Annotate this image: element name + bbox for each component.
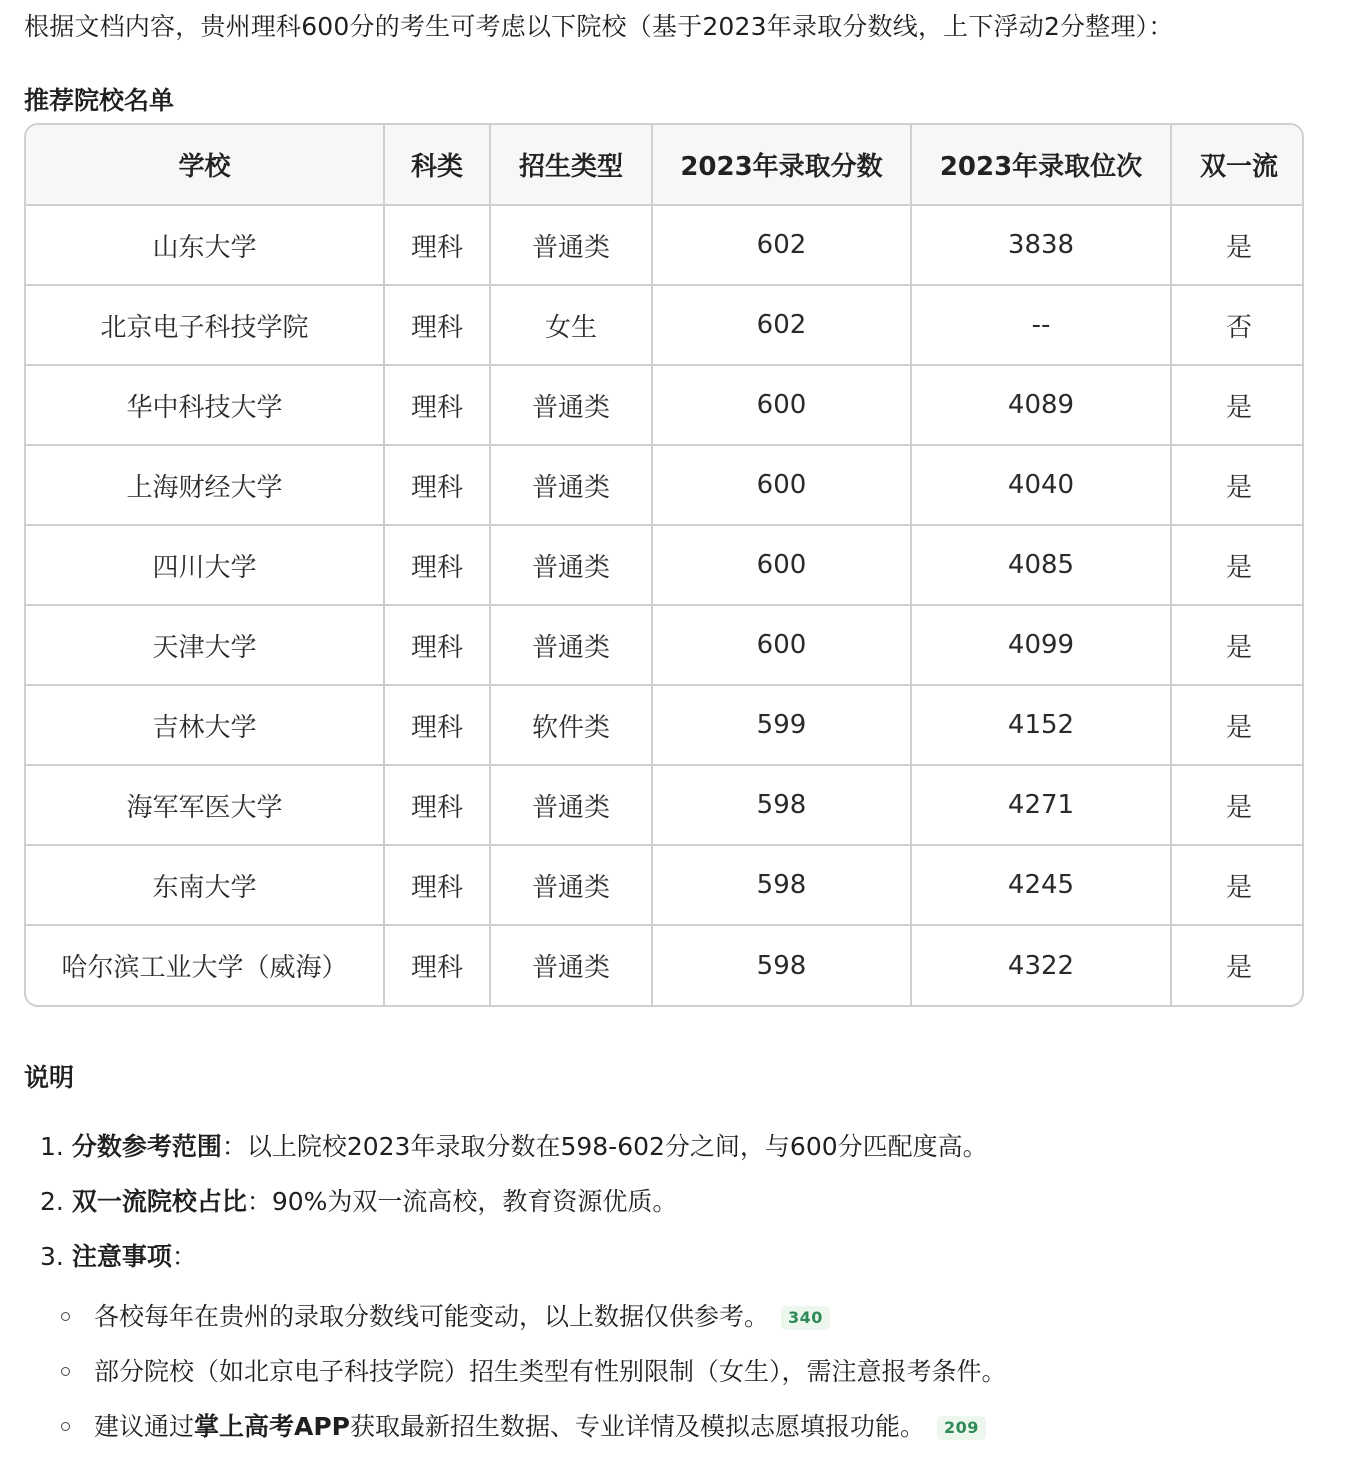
sub-list-item	[94, 1410, 986, 1444]
table-row	[26, 525, 1304, 605]
sub-list-item	[94, 1355, 1007, 1389]
list-number: 2.	[40, 1187, 64, 1216]
cell-admission-type: 普通类	[490, 205, 652, 285]
header-double-first-class: 双一流	[1171, 125, 1304, 205]
cell-double-first-class: 否	[1171, 285, 1304, 365]
cell-school: 四川大学	[26, 525, 384, 605]
cell-double-first-class: 是	[1171, 205, 1304, 285]
cell-double-first-class: 是	[1171, 685, 1304, 765]
list-label: 分数参考范围	[71, 1132, 222, 1161]
table-row	[26, 845, 1304, 925]
cell-school: 吉林大学	[26, 685, 384, 765]
cell-double-first-class: 是	[1225, 953, 1252, 983]
cell-double-first-class: 是	[1171, 445, 1304, 525]
cell-double-first-class: 是	[1171, 525, 1304, 605]
table-row	[26, 605, 1304, 685]
table-header-row	[26, 125, 1304, 205]
cell-double-first-class: 是	[1171, 605, 1304, 685]
cell-category: 理科	[384, 845, 490, 925]
cell-rank: 3838	[911, 205, 1171, 285]
cell-rank: 4040	[911, 445, 1171, 525]
list-text: ：90%为双一流高校，教育资源优质。	[246, 1187, 678, 1216]
cell-rank: 4322	[911, 925, 1171, 1005]
citation-badge[interactable]: 209	[937, 1416, 986, 1440]
cell-admission-type: 普通类	[490, 605, 652, 685]
list-item	[40, 1130, 988, 1164]
list-item	[40, 1185, 677, 1219]
sub-item-text-post: 获取最新招生数据、专业详情及模拟志愿填报功能。	[350, 1412, 926, 1441]
cell-score: 598	[652, 925, 911, 1005]
section-title-notes: 说明	[24, 1063, 75, 1092]
cell-school: 天津大学	[26, 605, 384, 685]
cell-school: 山东大学	[26, 205, 384, 285]
list-text: ：以上院校2023年录取分数在598-602分之间，与600分匹配度高。	[221, 1132, 988, 1161]
bullet-circle-icon	[61, 1312, 70, 1321]
cell-category: 理科	[384, 605, 490, 685]
cell-category: 理科	[384, 685, 490, 765]
header-school: 学校	[26, 125, 384, 205]
bullet-circle-icon	[61, 1422, 70, 1431]
cell-category: 理科	[384, 365, 490, 445]
header-score: 2023年录取分数	[652, 125, 911, 205]
cell-rank: 4271	[911, 765, 1171, 845]
intro-paragraph: 根据文档内容，贵州理科600分的考生可考虑以下院校（基于2023年录取分数线，上下浮动2分整理）：	[24, 12, 1174, 41]
cell-rank: 4245	[911, 845, 1171, 925]
sub-item-text: 各校每年在贵州的录取分数线可能变动，以上数据仅供参考。	[94, 1302, 770, 1331]
cell-category: 理科	[384, 765, 490, 845]
answer-content	[24, 0, 1334, 1441]
cell-school: 华中科技大学	[26, 365, 384, 445]
cell-score: 598	[652, 845, 911, 925]
sub-list-item	[94, 1300, 830, 1334]
list-label: 双一流院校占比	[71, 1187, 247, 1216]
cell-school: 海军军医大学	[26, 765, 384, 845]
cell-admission-type: 普通类	[490, 365, 652, 445]
cell-rank: 4085	[911, 525, 1171, 605]
list-item	[40, 1240, 197, 1274]
section-title-recommendations: 推荐院校名单	[24, 86, 175, 115]
cell-score: 600	[652, 365, 911, 445]
cell-score: 600	[652, 525, 911, 605]
list-number: 3.	[40, 1242, 64, 1271]
citation-badge[interactable]: 340	[781, 1306, 830, 1330]
cell-admission-type: 软件类	[490, 685, 652, 765]
cell-rank: --	[911, 285, 1171, 365]
cell-score: 600	[652, 605, 911, 685]
header-admission-type: 招生类型	[490, 125, 652, 205]
cell-score: 602	[652, 285, 911, 365]
table-row	[26, 445, 1304, 525]
cell-category: 理科	[384, 205, 490, 285]
cell-category: 理科	[384, 525, 490, 605]
cell-category: 理科	[384, 445, 490, 525]
cell-score: 600	[652, 445, 911, 525]
table-row	[26, 205, 1304, 285]
recommendation-table	[24, 123, 1304, 1007]
cell-admission-type: 普通类	[490, 925, 652, 1005]
cell-admission-type: 普通类	[490, 845, 652, 925]
table-row	[26, 765, 1304, 845]
sub-item-text: 部分院校（如北京电子科技学院）招生类型有性别限制（女生），需注意报考条件。	[94, 1357, 1007, 1386]
cell-admission-type: 女生	[490, 285, 652, 365]
list-text: ：	[171, 1242, 197, 1271]
cell-admission-type: 普通类	[490, 765, 652, 845]
sub-item-text-pre: 建议通过	[94, 1412, 195, 1441]
header-category: 科类	[384, 125, 490, 205]
cell-category: 理科	[384, 925, 490, 1005]
cell-score: 599	[652, 685, 911, 765]
list-label: 注意事项	[71, 1242, 172, 1271]
table-row	[26, 925, 1304, 1005]
cell-admission-type: 普通类	[490, 525, 652, 605]
table-row	[26, 365, 1304, 445]
cell-rank: 4099	[911, 605, 1171, 685]
bullet-circle-icon	[61, 1367, 70, 1376]
table-row	[26, 685, 1304, 765]
list-number: 1.	[40, 1132, 64, 1161]
cell-double-first-class: 是	[1171, 365, 1304, 445]
cell-rank: 4089	[911, 365, 1171, 445]
cell-score: 598	[652, 765, 911, 845]
cell-school: 上海财经大学	[26, 445, 384, 525]
cell-rank: 4152	[911, 685, 1171, 765]
cell-double-first-class: 是	[1171, 765, 1304, 845]
cell-score: 602	[652, 205, 911, 285]
cell-category: 理科	[384, 285, 490, 365]
sub-item-app-name: 掌上高考APP	[194, 1412, 351, 1441]
header-rank: 2023年录取位次	[911, 125, 1171, 205]
table-row	[26, 285, 1304, 365]
cell-school: 东南大学	[26, 845, 384, 925]
cell-admission-type: 普通类	[490, 445, 652, 525]
cell-double-first-class: 是	[1171, 845, 1304, 925]
cell-school: 北京电子科技学院	[26, 285, 384, 365]
cell-school: 哈尔滨工业大学（威海）	[26, 925, 384, 1005]
